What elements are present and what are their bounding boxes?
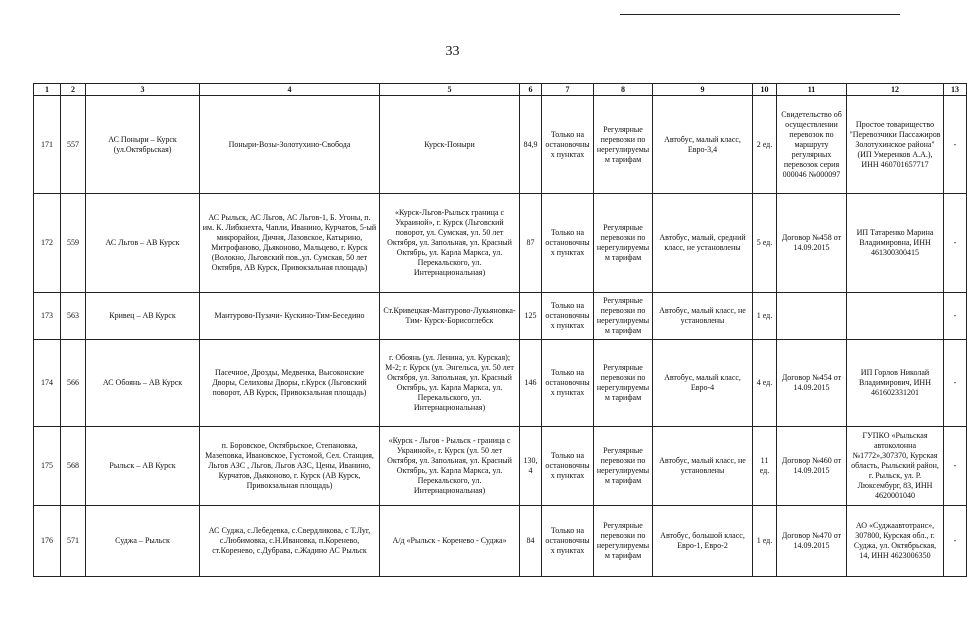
cell-length: 130,4 [520,427,542,506]
table-row [34,194,967,293]
cell-carrier: Простое товарищество "Перевозчики Пассажиров Золотухинское района" (ИП Умеренков А.А.), ИНН 460701657717 [847,96,944,194]
cell-document: Договор №460 от 14.09.2015 [777,427,847,506]
cell-carrier: ГУПКО «Рыльская автоколонна №1772»,307370, Курская область, Рыльский район, г. Рыльск, ул. Р. Люксембург, 83, ИНН 4620001040 [847,427,944,506]
cell-transport-type: Регулярные перевозки по нерегулируемым тарифам [594,293,653,340]
cell-route-number: 559 [61,194,86,293]
cell-stops: Мантурово-Пузачи- Кускино-Тим-Беседино [200,293,380,340]
cell-row-number: 176 [34,506,61,577]
cell-boarding: Только на остановочных пунктах [542,340,594,427]
table-row [34,293,967,340]
cell-length: 146 [520,340,542,427]
cell-boarding: Только на остановочных пунктах [542,96,594,194]
cell-route-name: Кривец – АВ Курск [86,293,200,340]
table-row [34,506,967,577]
cell-notes: - [944,293,967,340]
cell-vehicle: Автобус, малый класс, не установлены [653,293,753,340]
cell-streets: А/д «Рыльск - Коренево - Суджа» [380,506,520,577]
cell-vehicle-count: 1 ед. [753,293,777,340]
cell-carrier: АО «Суджаавтотранс», 307800, Курская обл., г. Суджа, ул. Октябрьская, 14, ИНН 4623006350 [847,506,944,577]
header-cell: 3 [86,84,200,96]
header-cell: 11 [777,84,847,96]
cell-stops: Поныри-Возы-Золотухино-Свобода [200,96,380,194]
cell-streets: «Курск-Льгов-Рыльск граница с Украиной», г. Курск (Льговский поворот, ул. Сумская, ул. 50 лет Октября, ул. Запольная, ул. Красный Октябрь, ул. Карла Маркса, ул. Перекальского, ул. Интернациональная) [380,194,520,293]
header-cell: 1 [34,84,61,96]
cell-boarding: Только на остановочных пунктах [542,427,594,506]
cell-boarding: Только на остановочных пунктах [542,506,594,577]
header-cell: 4 [200,84,380,96]
cell-document: Свидетельство об осуществлении перевозок по маршруту регулярных перевозок серия 000046 №000097 [777,96,847,194]
cell-streets: «Курск - Льгов - Рыльск - граница с Украиной», г. Курск (ул. 50 лет Октября, ул. Запольная, ул. Красный Октябрь, ул. Карла Маркса, ул. Перекальского, ул. Интернациональная) [380,427,520,506]
top-rule [620,14,900,15]
cell-row-number: 174 [34,340,61,427]
header-cell: 7 [542,84,594,96]
cell-transport-type: Регулярные перевозки по нерегулируемым тарифам [594,96,653,194]
cell-length: 84 [520,506,542,577]
header-cell: 9 [653,84,753,96]
cell-route-name: Суджа – Рыльск [86,506,200,577]
cell-stops: АС Рыльск, АС Льгов, АС Льгов-1, Б. Угоны, п. им. К. Либкнехта, Чапли, Иванино, Курчатов, 5-ый микрорайон, Дичня, Лазовское, Катырино, Митрофаново, Дьяконово, Мальцево, г. Курск (Волокно, Льговский пов.,ул. Сумская, 50 лет Октября, АВ Курск, Привокзальная площадь) [200,194,380,293]
cell-route-number: 557 [61,96,86,194]
cell-route-name: АС Льгов – АВ Курск [86,194,200,293]
cell-vehicle: Автобус, малый класс, Евро-4 [653,340,753,427]
cell-notes: - [944,427,967,506]
cell-row-number: 171 [34,96,61,194]
table-row [34,96,967,194]
cell-route-name: Рыльск – АВ Курск [86,427,200,506]
cell-document: Договор №458 от 14.09.2015 [777,194,847,293]
cell-streets: г. Обоянь (ул. Ленина, ул. Курская); М-2; г. Курск (ул. Энгельса, ул. 50 лет Октября, ул. Запольная, ул. Красный Октябрь, ул. Карла Маркса, ул. Перекальского, ул. Интернациональная) [380,340,520,427]
header-row [34,84,967,96]
cell-transport-type: Регулярные перевозки по нерегулируемым тарифам [594,427,653,506]
header-cell: 2 [61,84,86,96]
table-row [34,427,967,506]
cell-length: 125 [520,293,542,340]
cell-vehicle: Автобус, малый класс, Евро-3,4 [653,96,753,194]
cell-transport-type: Регулярные перевозки по нерегулируемым тарифам [594,340,653,427]
cell-notes: - [944,506,967,577]
cell-route-number: 566 [61,340,86,427]
cell-vehicle-count: 1 ед. [753,506,777,577]
cell-carrier: ИП Татаренко Марина Владимировна, ИНН 461300300415 [847,194,944,293]
cell-transport-type: Регулярные перевозки по нерегулируемым тарифам [594,194,653,293]
table-row [34,340,967,427]
cell-streets: Ст.Кривецкая-Мантурово-Лукьяновка-Тим- Курск-Борисоглебск [380,293,520,340]
cell-vehicle: Автобус, большой класс, Евро-1, Евро-2 [653,506,753,577]
cell-stops: Пасечное, Дрозды, Медвенка, Высоконские Дворы, Селиховы Дворы, г.Курск (Льговский поворот, АВ Курск, Привокзальная площадь) [200,340,380,427]
header-cell: 6 [520,84,542,96]
cell-route-number: 571 [61,506,86,577]
cell-stops: п. Боровское, Октябрьское, Степановка, Мазеповка, Ивановское, Густомой, Сел. Станция, Льгов АЗС , Льгов, Льгов АЗС, Цены, Иванино, Курчатов, Дьяконово, г. Курск (АВ Курск, Привокзальная площадь) [200,427,380,506]
cell-carrier [847,293,944,340]
header-cell: 13 [944,84,967,96]
routes-table [33,83,967,577]
page-number: 33 [445,44,460,59]
header-cell: 12 [847,84,944,96]
cell-vehicle-count: 11 ед. [753,427,777,506]
cell-document [777,293,847,340]
cell-vehicle: Автобус, малый класс, не установлены [653,427,753,506]
cell-carrier: ИП Горлов Николай Владимирович, ИНН 461602331201 [847,340,944,427]
cell-row-number: 175 [34,427,61,506]
cell-route-number: 568 [61,427,86,506]
cell-boarding: Только на остановочных пунктах [542,194,594,293]
cell-row-number: 173 [34,293,61,340]
cell-length: 84,9 [520,96,542,194]
cell-document: Договор №454 от 14.09.2015 [777,340,847,427]
cell-streets: Курск-Поныри [380,96,520,194]
cell-route-name: АС Обоянь – АВ Курск [86,340,200,427]
header-cell: 8 [594,84,653,96]
cell-route-name: АС Поныри – Курск (ул.Октябрьская) [86,96,200,194]
cell-vehicle-count: 4 ед. [753,340,777,427]
cell-route-number: 563 [61,293,86,340]
cell-row-number: 172 [34,194,61,293]
cell-vehicle: Автобус, малый, средний класс, не установлены [653,194,753,293]
cell-notes: - [944,96,967,194]
cell-vehicle-count: 5 ед. [753,194,777,293]
cell-stops: АС Суджа, с.Лебедевка, с.Свердликова, с Т.Луг, с.Любимовка, с.Н.Ивановка, п.Коренево, ст.Коренево, с.Дубрава, с.Жадино АС Рыльск [200,506,380,577]
cell-transport-type: Регулярные перевозки по нерегулируемым тарифам [594,506,653,577]
cell-length: 87 [520,194,542,293]
cell-document: Договор №470 от 14.09.2015 [777,506,847,577]
cell-vehicle-count: 2 ед. [753,96,777,194]
header-cell: 5 [380,84,520,96]
cell-boarding: Только на остановочных пунктах [542,293,594,340]
cell-notes: - [944,194,967,293]
cell-notes: - [944,340,967,427]
header-cell: 10 [753,84,777,96]
